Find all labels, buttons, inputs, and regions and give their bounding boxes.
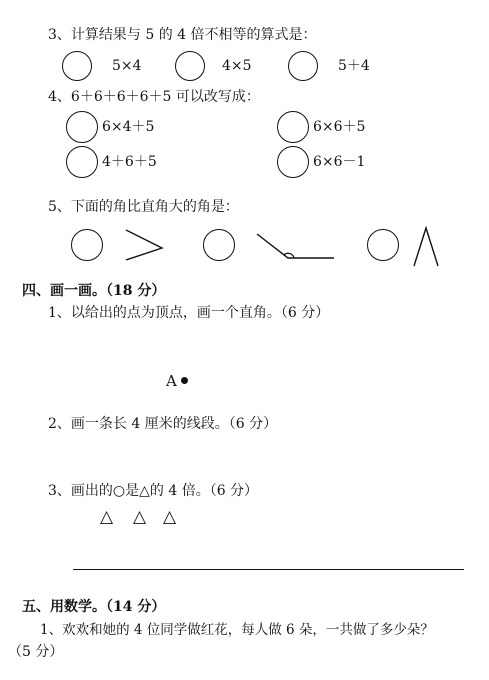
q4-option-c: 4＋6＋5 [102,154,157,170]
angle-figure-a [120,226,170,262]
triangle-2: △ [133,507,147,527]
q4-option-a: 6×4＋5 [102,119,155,135]
section-five-q1-line2: （5 分） [8,644,64,660]
q4-option-d: 6×6－1 [313,154,366,170]
answer-circle-q4-d[interactable] [277,146,309,178]
angle-figure-c [408,224,444,268]
section-five-q1-line1: 1、欢欢和她的 4 位同学做红花，每人做 6 朵，一共做了多少朵？ [40,622,434,638]
point-a-label: A [166,372,177,390]
q4-stem: 4、6＋6＋6＋6＋5 可以改写成： [48,89,260,105]
answer-circle-q5-a[interactable] [71,229,103,261]
angle-figure-b [254,228,338,264]
answer-circle-q3-c[interactable] [288,51,318,81]
answer-circle-q3-b[interactable] [175,51,205,81]
triangle-3: △ [163,507,177,527]
answer-circle-q5-b[interactable] [203,229,235,261]
answer-circle-q4-a[interactable] [66,111,98,143]
q3-option-a: 5×4 [112,58,142,74]
answer-circle-q4-b[interactable] [277,111,309,143]
answer-circle-q5-c[interactable] [367,229,399,261]
point-a-dot [181,377,188,384]
q4-option-b: 6×6＋5 [313,119,366,135]
q3-option-b: 4×5 [222,58,252,74]
q5-stem: 5、下面的角比直角大的角是： [48,199,239,215]
q3-stem: 3、计算结果与 5 的 4 倍不相等的算式是： [48,27,317,43]
answer-circle-q4-c[interactable] [66,146,98,178]
section-four-heading: 四、画一画。（18 分） [22,283,166,299]
section-four-q3: 3、画出的○是△的 4 倍。（6 分） [48,483,259,499]
section-four-q1: 1、以给出的点为顶点，画一个直角。（6 分） [48,305,330,321]
section-four-q2: 2、画一条长 4 厘米的线段。（6 分） [48,416,278,432]
q3-option-c: 5＋4 [338,58,370,74]
section-five-heading: 五、用数学。（14 分） [22,599,166,615]
answer-circle-q3-a[interactable] [62,51,92,81]
triangle-1: △ [100,507,114,527]
answer-line [73,569,464,570]
